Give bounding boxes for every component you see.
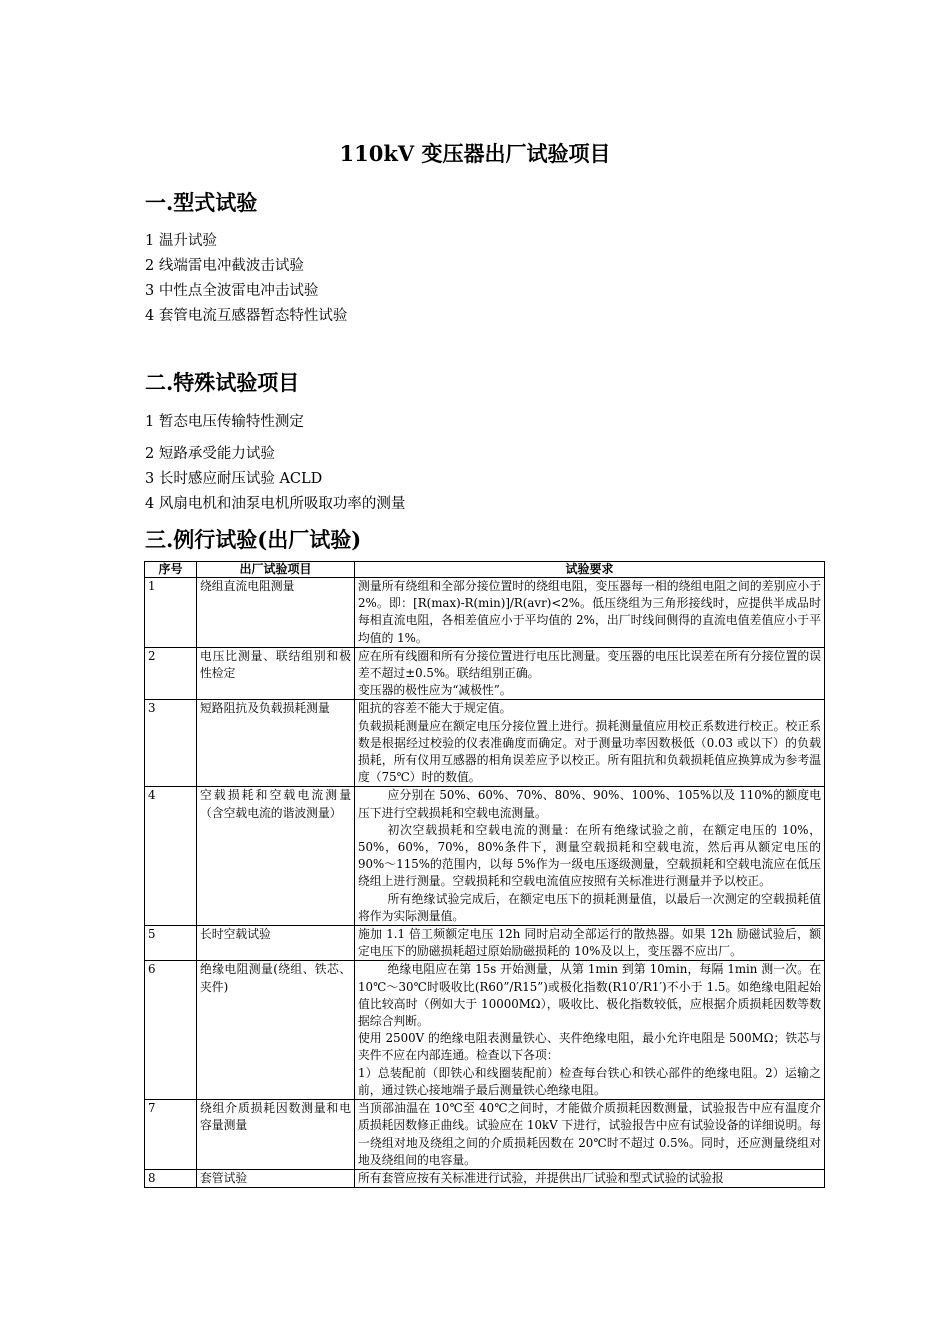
requirement-text: 应分别在 50%、60%、70%、80%、90%、100%、105%以及 110%的额度电压下进行空载损耗和空载电流测量。: [358, 788, 821, 820]
row-number: 3: [145, 700, 197, 787]
test-item-name: 绕组直流电阻测量: [197, 578, 355, 648]
test-requirements: [355, 787, 825, 926]
table-row: [145, 961, 825, 1100]
test-requirements: [355, 647, 825, 700]
document-title: 110kV 变压器出厂试验项目: [339, 141, 611, 166]
list-item: 1 暂态电压传输特性测定: [145, 414, 304, 430]
requirement-text: 测量所有绕组和全部分接位置时的绕组电阻，变压器每一相的绕组电阻之间的差别应小于 2%。即：[R(max)-R(min)]/R(avr)<2%。低压绕组为三角形接线时，应提供半成品时每相直流电阻，各相差值应小于平均值的 2%，出厂时线间侧得的直流电值差值应小于平均值的 1%。: [358, 579, 821, 645]
table-row: [145, 787, 825, 926]
requirement-text: 施加 1.1 倍工频额定电压 12h 同时启动全部运行的散热器。如果 12h 励磁试验后，额定电压下的励磁损耗超过原始励磁损耗的 10%及以上，变压器不应出厂。: [358, 927, 821, 959]
list-item: 4 套管电流互感器暂态特性试验: [145, 308, 348, 324]
requirement-text: 初次空载损耗和空载电流的测量：在所有绝缘试验之前，在额定电压的 10%，50%，60%，70%，80%条件下，测量空载损耗和空载电流，然后再从额定电压的 90%～115%的范围内，以每 5%作为一级电压逐级测量，空载损耗和空载电流应在低压绕组上进行测量。空载损耗和空载电流值应按照有关标准进行测量并予以校正。: [358, 822, 821, 889]
requirement-text: 所有套管应按有关标准进行试验，并提供出厂试验和型式试验的试验报: [358, 1170, 724, 1185]
test-requirements: [355, 700, 825, 787]
test-item-name: 空载损耗和空载电流测量（含空载电流的谐波测量）: [197, 787, 355, 926]
row-number: 1: [145, 578, 197, 648]
list-item: 3 中性点全波雷电冲击试验: [145, 283, 319, 299]
test-item-name: 套管试验: [197, 1169, 355, 1187]
requirement-text: 阻抗的容差不能大于规定值。: [358, 701, 512, 716]
test-requirements: [355, 578, 825, 648]
requirement-text: 1）总装配前（即铁心和线圈装配前）检查每台铁心和铁心部件的绝缘电阻。2）运输之前，通过铁心接地端子最后测量铁心绝缘电阻。: [358, 1065, 821, 1097]
test-item-name: 长时空载试验: [197, 926, 355, 961]
row-number: 7: [145, 1100, 197, 1170]
test-item-name: 电压比测量、联结组别和极性检定: [197, 647, 355, 700]
row-number: 8: [145, 1169, 197, 1187]
test-requirements: [355, 1100, 825, 1170]
list-item: 4 风扇电机和油泵电机所吸取功率的测量: [145, 496, 406, 512]
section-heading-special-tests: 二.特殊试验项目: [145, 370, 300, 395]
requirement-text: 绝缘电阻应在第 15s 开始测量，从第 1min 到第 10min，每隔 1min 测一次。在 10℃～30℃时吸收比(R60”/R15”)或极化指数(R10′/R1′)不小于 1.5。如绝缘电阻起始值比较高时（例如大于 10000MΩ），吸收比、极化指数较低，应根据介质损耗因数等数据综合判断。: [358, 962, 821, 1029]
requirement-text: 使用 2500V 的绝缘电阻表测量铁心、夹件绝缘电阻，最小允许电阻是 500MΩ；铁芯与夹件不应在内部连通。检查以下各项：: [358, 1031, 821, 1063]
list-item: 1 温升试验: [145, 233, 217, 249]
row-number: 2: [145, 647, 197, 700]
table-row: [145, 578, 825, 648]
requirement-text: 变压器的极性应为“减极性”。: [358, 683, 512, 698]
row-number: 6: [145, 961, 197, 1100]
table-header-row: [145, 562, 825, 578]
row-number: 4: [145, 787, 197, 926]
row-number: 5: [145, 926, 197, 961]
table-row: [145, 1169, 825, 1187]
requirement-text: 应在所有线圈和所有分接位置进行电压比测量。变压器的电压比误差在所有分接位置的误差不超过±0.5%。联结组别正确。: [358, 648, 821, 681]
test-item-name: 绕组介质损耗因数测量和电容量测量: [197, 1100, 355, 1170]
column-header-test-item: 出厂试验项目: [197, 562, 355, 578]
section-heading-type-tests: 一.型式试验: [145, 190, 258, 215]
table-row: [145, 647, 825, 700]
list-item: 3 长时感应耐压试验 ACLD: [145, 471, 323, 487]
test-requirements: [355, 926, 825, 961]
test-requirements: [355, 961, 825, 1100]
test-item-name: 绝缘电阻测量(绕组、铁芯、夹件): [197, 961, 355, 1100]
test-item-name: 短路阻抗及负载损耗测量: [197, 700, 355, 787]
column-header-requirements: 试验要求: [355, 562, 825, 578]
list-item: 2 短路承受能力试验: [145, 446, 275, 462]
routine-tests-table: [144, 561, 825, 1188]
table-row: [145, 700, 825, 787]
requirement-text: 所有绝缘试验完成后，在额定电压下的损耗测量值，以最后一次测定的空载损耗值将作为实际测量值。: [358, 891, 821, 923]
column-header-number: 序号: [145, 562, 197, 578]
table-row: [145, 926, 825, 961]
requirement-text: 当顶部油温在 10℃至 40℃之间时，才能做介质损耗因数测量，试验报告中应有温度介质损耗因数修正曲线。试验应在 10kV 下进行，试验报告中应有试验设备的详细说明。每一绕组对地及绕组之间的介质损耗因数在 20℃时不超过 0.5%。同时，还应测量绕组对地及绕组间的电容量。: [358, 1101, 821, 1167]
list-item: 2 线端雷电冲截波击试验: [145, 258, 304, 274]
test-requirements: [355, 1169, 825, 1187]
section-heading-routine-tests: 三.例行试验(出厂试验): [145, 527, 362, 552]
table-row: [145, 1100, 825, 1170]
requirement-text: 负载损耗测量应在额定电压分接位置上进行。损耗测量值应用校正系数进行校正。校正系数是根据经过校验的仪表准确度而确定。对于测量功率因数极低（0.03 或以下）的负载损耗，所有仪用互感器的相角误差应予以校正。所有阻抗和负载损耗值应换算成为参考温度（75℃）时的数值。: [358, 718, 821, 785]
